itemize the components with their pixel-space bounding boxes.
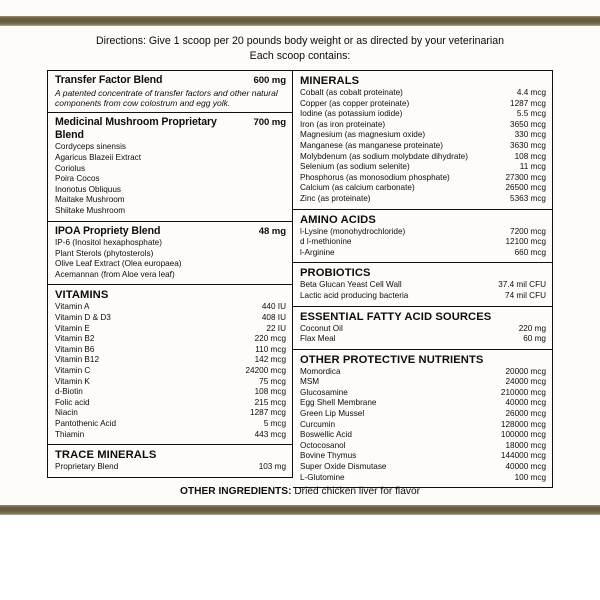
nutrient-name: l-Arginine — [300, 247, 335, 257]
nutrient-name: Green Lip Mussel — [300, 409, 365, 419]
nutrient-name: Flax Meal — [300, 334, 336, 344]
nutrient-name: Manganese (as manganese proteinate) — [300, 140, 443, 150]
nutrient-value: 75 mcg — [259, 376, 286, 386]
nutrient-name: Molybdenum (as sodium molybdate dihydrate) — [300, 151, 468, 161]
minerals-rows — [300, 88, 546, 205]
decorative-band-top — [0, 16, 600, 26]
nutrient-value: 18000 mcg — [505, 440, 546, 450]
other-ingredients-label: OTHER INGREDIENTS: — [179, 486, 292, 497]
nutrient-name: Niacin — [55, 408, 78, 418]
nutrient-value: 40000 mcg — [505, 462, 546, 472]
table-row — [55, 302, 286, 313]
table-row — [55, 462, 286, 473]
nutrient-name: Glucosamine — [300, 387, 348, 397]
panel-medicinal-mushroom-blend — [47, 113, 293, 222]
fatty-acids-title: ESSENTIAL FATTY ACID SOURCES — [300, 310, 492, 323]
table-row — [300, 441, 546, 452]
nutrient-name: Curcumin — [300, 419, 336, 429]
nutrient-value: 7200 mcg — [510, 226, 546, 236]
nutrient-value: 27300 mcg — [505, 172, 546, 182]
table-row — [300, 141, 546, 152]
table-row — [300, 173, 546, 184]
nutrient-name: Vitamin K — [55, 376, 90, 386]
table-row — [300, 398, 546, 409]
nutrient-name: d-Biotin — [55, 387, 83, 397]
nutrient-value: 128000 mcg — [500, 419, 546, 429]
nutrient-value: 3650 mcg — [510, 119, 546, 129]
paper-top-margin — [0, 0, 600, 16]
nutrient-value: 210000 mcg — [500, 387, 546, 397]
nutrient-value: 37.4 mil CFU — [498, 280, 546, 290]
table-row — [300, 88, 546, 99]
panel-vitamins — [47, 285, 293, 445]
table-row — [300, 462, 546, 473]
nutrient-name: Octocosanol — [300, 440, 346, 450]
nutrient-name: Boswellic Acid — [300, 430, 352, 440]
table-row — [300, 334, 546, 345]
list-item — [55, 142, 286, 153]
nutrient-name: Vitamin B2 — [55, 334, 95, 344]
facts-right-column — [293, 70, 553, 488]
list-item — [55, 164, 286, 175]
nutrient-name: Vitamin A — [55, 302, 90, 312]
table-row — [55, 430, 286, 441]
list-item — [55, 259, 286, 270]
ingredient-name: Plant Sterols (phytosterols) — [55, 248, 154, 258]
nutrient-name: Cobalt (as cobalt proteinate) — [300, 88, 403, 97]
list-item — [55, 270, 286, 281]
other-ingredients-value: Dried chicken liver for flavor — [294, 486, 421, 497]
nutrient-name: Egg Shell Membrane — [300, 398, 377, 408]
table-row — [55, 345, 286, 356]
nutrient-value: 108 mcg — [514, 151, 546, 161]
table-row — [300, 324, 546, 335]
table-row — [300, 367, 546, 378]
panel-transfer-factor-blend — [47, 70, 293, 113]
nutrient-value: 5 mcg — [263, 418, 286, 428]
ingredient-name: IP-6 (Inositol hexaphosphate) — [55, 238, 162, 248]
table-row — [300, 162, 546, 173]
table-row — [300, 451, 546, 462]
other-ingredients-line — [0, 485, 600, 499]
nutrient-value: 220 mcg — [254, 334, 286, 344]
nutrient-name: Bovine Thymus — [300, 451, 357, 461]
nutrient-name: Proprietary Blend — [55, 462, 119, 472]
nutrient-value: 22 IU — [266, 323, 286, 333]
nutrient-value: 26500 mcg — [505, 183, 546, 193]
nutrient-name: Momordica — [300, 366, 341, 376]
nutrient-name: Lactic acid producing bacteria — [300, 290, 409, 300]
supplement-facts-box — [47, 70, 553, 488]
ipoa-ingredient-list — [55, 238, 286, 281]
nutrient-value: 440 IU — [261, 302, 286, 312]
list-item — [55, 206, 286, 217]
table-row — [300, 409, 546, 420]
panel-ipoa-blend — [47, 222, 293, 286]
panel-amino-acids — [293, 210, 553, 264]
list-item — [55, 238, 286, 249]
panel-other-protective-nutrients — [293, 350, 553, 489]
nutrient-value: 108 mcg — [254, 387, 286, 397]
list-item — [55, 153, 286, 164]
table-row — [300, 227, 546, 238]
nutrient-name: Zinc (as proteinate) — [300, 193, 371, 203]
nutrient-name: Selenium (as sodium selenite) — [300, 162, 410, 172]
decorative-band-bottom — [0, 505, 600, 515]
ingredient-name: Poira Cocos — [55, 174, 100, 184]
table-row — [300, 120, 546, 131]
table-row — [300, 420, 546, 431]
list-item — [55, 195, 286, 206]
nutrient-value: 1287 mcg — [250, 408, 286, 418]
nutrient-value: 24200 mcg — [245, 366, 286, 375]
nutrient-value: 220 mg — [518, 323, 546, 333]
ingredient-name: Olive Leaf Extract (Olea europaea) — [55, 259, 182, 269]
nutrient-value: 100 mcg — [514, 472, 546, 482]
vitamins-title: VITAMINS — [55, 289, 109, 302]
nutrient-name: Pantothenic Acid — [55, 418, 116, 428]
panel-trace-minerals — [47, 445, 293, 478]
nutrient-name: MSM — [300, 377, 320, 387]
ingredient-name: Maitake Mushroom — [55, 195, 125, 205]
nutrient-name: Iodine (as potassium iodide) — [300, 109, 403, 119]
table-row — [55, 377, 286, 388]
nutrient-value: 24000 mcg — [505, 377, 546, 387]
nutrient-value: 443 mcg — [254, 429, 286, 439]
panel-essential-fatty-acid-sources — [293, 307, 553, 350]
probiotics-title: PROBIOTICS — [300, 267, 371, 280]
nutrient-name: d l-methionine — [300, 237, 352, 247]
nutrient-name: Coconut Oil — [300, 323, 343, 333]
nutrient-name: l-Lysine (monohydrochloride) — [300, 226, 406, 236]
list-item — [55, 174, 286, 185]
directions-line-2: Each scoop contains: — [249, 50, 351, 62]
table-row — [300, 152, 546, 163]
table-row — [300, 291, 546, 302]
table-row — [55, 398, 286, 409]
nutrient-name: Beta Glucan Yeast Cell Wall — [300, 280, 402, 290]
table-row — [300, 248, 546, 259]
table-row — [300, 109, 546, 120]
nutrient-name: L-Glutomine — [300, 472, 345, 482]
nutrient-value: 408 IU — [261, 313, 286, 323]
table-row — [300, 377, 546, 388]
nutrient-value: 5363 mcg — [510, 193, 546, 203]
nutrient-value: 26000 mcg — [505, 409, 546, 419]
nutrient-name: Iron (as iron proteinate) — [300, 119, 386, 129]
table-row — [55, 355, 286, 366]
list-item — [55, 249, 286, 260]
table-row — [300, 183, 546, 194]
nutrient-name: Thiamin — [55, 429, 85, 439]
nutrient-value: 1287 mcg — [510, 98, 546, 108]
nutrient-value: 5.5 mcg — [516, 109, 546, 119]
directions-text — [0, 34, 600, 64]
nutrient-name: Super Oxide Dismutase — [300, 462, 387, 472]
ingredient-name: Agaricus Blazeii Extract — [55, 153, 142, 162]
table-row — [55, 366, 286, 377]
mushroom-header — [55, 116, 286, 142]
trace-minerals-rows — [55, 462, 286, 473]
trace-minerals-title: TRACE MINERALS — [55, 449, 157, 462]
directions-line-1: Directions: Give 1 scoop per 20 pounds body weight or as directed by your veterinarian — [95, 35, 505, 47]
nutrient-value: 660 mcg — [514, 247, 546, 257]
transfer-factor-header — [55, 74, 286, 87]
nutrient-name: Copper (as copper proteinate) — [300, 98, 410, 108]
fatty-acids-rows — [300, 324, 546, 345]
nutrient-name: Calcium (as calcium carbonate) — [300, 183, 415, 193]
table-row — [300, 473, 546, 484]
table-row — [300, 388, 546, 399]
table-row — [55, 313, 286, 324]
mushroom-ingredient-list — [55, 142, 286, 217]
nutrient-name: Magnesium (as magnesium oxide) — [300, 130, 426, 140]
paper-bottom-margin — [0, 515, 600, 600]
table-row — [55, 408, 286, 419]
nutrient-value: 144000 mcg — [500, 451, 546, 461]
ingredient-name: Inonotus Obliquus — [55, 184, 121, 194]
nutrient-name: Folic acid — [55, 397, 90, 407]
table-row — [300, 237, 546, 248]
nutrient-value: 100000 mcg — [500, 430, 546, 440]
ipoa-title: IPOA Propriety Blend — [55, 224, 161, 237]
mushroom-title: Medicinal Mushroom Proprietary Blend — [55, 115, 217, 141]
nutrient-value: 110 mcg — [255, 344, 286, 354]
nutrient-value: 215 mcg — [254, 397, 286, 407]
nutrient-value: 142 mcg — [254, 355, 286, 365]
vitamins-rows — [55, 302, 286, 440]
table-row — [300, 280, 546, 291]
nutrient-value: 11 mcg — [519, 162, 546, 172]
panel-probiotics — [293, 263, 553, 306]
table-row — [300, 194, 546, 205]
nutrient-value: 3630 mcg — [510, 140, 546, 150]
transfer-factor-amount: 600 mg — [253, 75, 286, 86]
nutrient-value: 4.4 mcg — [516, 88, 546, 97]
protective-rows — [300, 367, 546, 484]
nutrient-value: 103 mg — [258, 462, 286, 472]
nutrient-value: 330 mcg — [514, 130, 546, 140]
amino-acids-title: AMINO ACIDS — [300, 213, 376, 226]
nutrient-value: 60 mg — [523, 334, 546, 344]
list-item — [55, 185, 286, 196]
panel-minerals — [293, 70, 553, 210]
table-row — [55, 419, 286, 430]
ipoa-amount: 48 mg — [258, 225, 286, 237]
table-row — [55, 387, 286, 398]
ingredient-name: Coriolus — [55, 163, 86, 173]
facts-left-column — [47, 70, 293, 478]
mushroom-amount: 700 mg — [253, 116, 286, 128]
nutrient-name: Vitamin E — [55, 323, 90, 333]
table-row — [300, 130, 546, 141]
ingredient-name: Cordyceps sinensis — [55, 142, 126, 152]
nutrient-value: 12100 mcg — [505, 237, 546, 247]
ingredient-name: Shiitake Mushroom — [55, 205, 126, 215]
probiotics-rows — [300, 280, 546, 301]
nutrient-name: Vitamin B12 — [55, 355, 99, 365]
minerals-title: MINERALS — [300, 75, 360, 87]
nutrient-name: Phosphorus (as monosodium phosphate) — [300, 172, 450, 182]
ipoa-header — [55, 225, 286, 238]
amino-acids-rows — [300, 227, 546, 259]
ingredient-name: Acemannan (from Aloe vera leaf) — [55, 269, 175, 279]
table-row — [300, 99, 546, 110]
table-row — [55, 334, 286, 345]
nutrient-value: 20000 mcg — [505, 366, 546, 376]
transfer-factor-title: Transfer Factor Blend — [55, 74, 163, 86]
transfer-factor-description: A patented concentrate of transfer factors and other natural components from cow colostrum and egg yolk. — [55, 87, 278, 108]
nutrient-value: 74 mil CFU — [505, 290, 546, 300]
nutrient-name: Vitamin D & D3 — [55, 313, 111, 323]
nutrient-name: Vitamin C — [55, 366, 91, 375]
nutrient-value: 40000 mcg — [505, 398, 546, 408]
protective-title: OTHER PROTECTIVE NUTRIENTS — [300, 353, 484, 366]
table-row — [300, 430, 546, 441]
nutrient-name: Vitamin B6 — [55, 344, 95, 354]
table-row — [55, 324, 286, 335]
